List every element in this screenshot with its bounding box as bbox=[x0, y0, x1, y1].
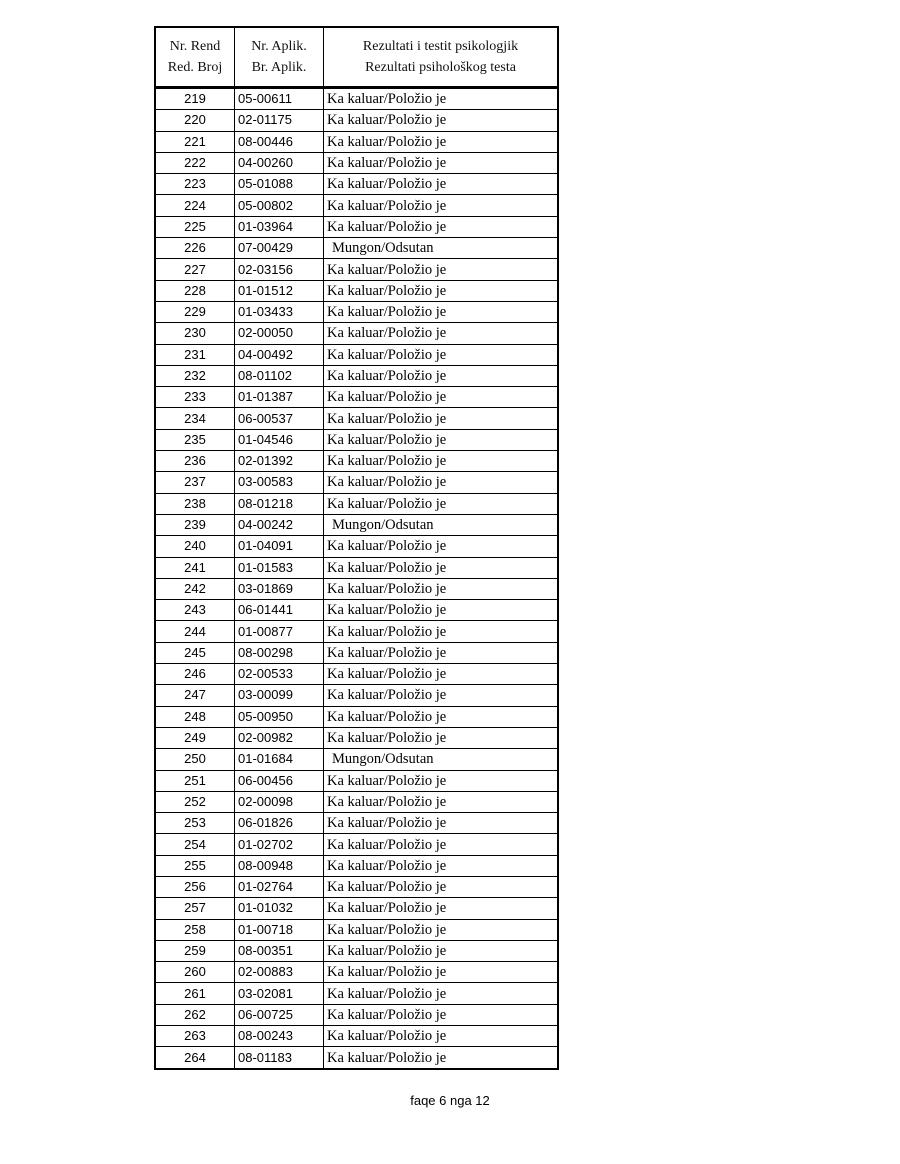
table-row bbox=[155, 195, 558, 216]
application-number-cell: 08-01102 bbox=[235, 365, 324, 386]
application-number-cell: 08-01218 bbox=[235, 493, 324, 514]
row-number-cell: 261 bbox=[155, 983, 235, 1004]
application-number-cell: 01-02702 bbox=[235, 834, 324, 855]
application-number-cell: 07-00429 bbox=[235, 238, 324, 259]
table-row bbox=[155, 472, 558, 493]
row-number-cell: 242 bbox=[155, 578, 235, 599]
application-number-cell: 06-01441 bbox=[235, 600, 324, 621]
result-cell: Ka kaluar/Položio je bbox=[324, 536, 559, 557]
application-number-cell: 01-01684 bbox=[235, 749, 324, 770]
table-row bbox=[155, 664, 558, 685]
result-cell: Ka kaluar/Položio je bbox=[324, 557, 559, 578]
application-number-cell: 06-00456 bbox=[235, 770, 324, 791]
application-number-cell: 03-00583 bbox=[235, 472, 324, 493]
application-number-cell: 05-00950 bbox=[235, 706, 324, 727]
table-row bbox=[155, 131, 558, 152]
application-number-cell: 01-01032 bbox=[235, 898, 324, 919]
table-row bbox=[155, 216, 558, 237]
row-number-cell: 244 bbox=[155, 621, 235, 642]
row-number-cell: 241 bbox=[155, 557, 235, 578]
row-number-cell: 224 bbox=[155, 195, 235, 216]
table-row bbox=[155, 280, 558, 301]
table-row bbox=[155, 408, 558, 429]
row-number-cell: 251 bbox=[155, 770, 235, 791]
table-row bbox=[155, 514, 558, 535]
row-number-cell: 240 bbox=[155, 536, 235, 557]
results-table bbox=[154, 26, 559, 1070]
result-cell: Ka kaluar/Položio je bbox=[324, 962, 559, 983]
table-row bbox=[155, 1047, 558, 1069]
application-number-cell: 01-01512 bbox=[235, 280, 324, 301]
table-header bbox=[155, 27, 558, 88]
application-number-cell: 01-04091 bbox=[235, 536, 324, 557]
application-number-cell: 02-00533 bbox=[235, 664, 324, 685]
header-result-line2: Rezultati psihološkog testa bbox=[365, 60, 516, 75]
application-number-cell: 03-01869 bbox=[235, 578, 324, 599]
header-application bbox=[235, 27, 324, 88]
result-cell: Ka kaluar/Položio je bbox=[324, 940, 559, 961]
application-number-cell: 04-00492 bbox=[235, 344, 324, 365]
result-cell: Ka kaluar/Položio je bbox=[324, 408, 559, 429]
result-cell: Ka kaluar/Položio je bbox=[324, 770, 559, 791]
header-application-line2: Br. Aplik. bbox=[251, 60, 307, 75]
table-row bbox=[155, 536, 558, 557]
table-row bbox=[155, 940, 558, 961]
row-number-cell: 220 bbox=[155, 110, 235, 131]
application-number-cell: 02-00883 bbox=[235, 962, 324, 983]
application-number-cell: 03-02081 bbox=[235, 983, 324, 1004]
table-row bbox=[155, 876, 558, 897]
table-row bbox=[155, 1004, 558, 1025]
row-number-cell: 252 bbox=[155, 791, 235, 812]
application-number-cell: 02-00098 bbox=[235, 791, 324, 812]
table-row bbox=[155, 301, 558, 322]
table-row bbox=[155, 365, 558, 386]
row-number-cell: 243 bbox=[155, 600, 235, 621]
application-number-cell: 05-00611 bbox=[235, 88, 324, 110]
row-number-cell: 236 bbox=[155, 451, 235, 472]
result-cell: Ka kaluar/Položio je bbox=[324, 344, 559, 365]
row-number-cell: 233 bbox=[155, 387, 235, 408]
result-cell: Ka kaluar/Položio je bbox=[324, 451, 559, 472]
result-cell: Ka kaluar/Položio je bbox=[324, 110, 559, 131]
application-number-cell: 01-03964 bbox=[235, 216, 324, 237]
row-number-cell: 246 bbox=[155, 664, 235, 685]
application-number-cell: 02-01175 bbox=[235, 110, 324, 131]
row-number-cell: 248 bbox=[155, 706, 235, 727]
row-number-cell: 253 bbox=[155, 813, 235, 834]
application-number-cell: 02-01392 bbox=[235, 451, 324, 472]
row-number-cell: 221 bbox=[155, 131, 235, 152]
table-row bbox=[155, 962, 558, 983]
row-number-cell: 262 bbox=[155, 1004, 235, 1025]
table-row bbox=[155, 387, 558, 408]
table-row bbox=[155, 238, 558, 259]
application-number-cell: 08-00298 bbox=[235, 642, 324, 663]
result-cell: Ka kaluar/Položio je bbox=[324, 493, 559, 514]
result-cell: Ka kaluar/Položio je bbox=[324, 280, 559, 301]
result-cell: Ka kaluar/Položio je bbox=[324, 365, 559, 386]
application-number-cell: 08-01183 bbox=[235, 1047, 324, 1069]
header-row bbox=[155, 27, 558, 88]
result-cell: Ka kaluar/Položio je bbox=[324, 195, 559, 216]
table-row bbox=[155, 919, 558, 940]
row-number-cell: 238 bbox=[155, 493, 235, 514]
application-number-cell: 01-00718 bbox=[235, 919, 324, 940]
table-row bbox=[155, 1026, 558, 1047]
header-result bbox=[324, 27, 559, 88]
application-number-cell: 02-00982 bbox=[235, 727, 324, 748]
table-row bbox=[155, 578, 558, 599]
application-number-cell: 01-01583 bbox=[235, 557, 324, 578]
table-row bbox=[155, 451, 558, 472]
table-row bbox=[155, 621, 558, 642]
row-number-cell: 254 bbox=[155, 834, 235, 855]
table-row bbox=[155, 642, 558, 663]
result-cell: Ka kaluar/Položio je bbox=[324, 727, 559, 748]
result-cell: Ka kaluar/Položio je bbox=[324, 983, 559, 1004]
result-cell: Ka kaluar/Položio je bbox=[324, 621, 559, 642]
result-cell: Ka kaluar/Položio je bbox=[324, 791, 559, 812]
row-number-cell: 260 bbox=[155, 962, 235, 983]
row-number-cell: 229 bbox=[155, 301, 235, 322]
result-cell: Ka kaluar/Položio je bbox=[324, 174, 559, 195]
row-number-cell: 259 bbox=[155, 940, 235, 961]
table-row bbox=[155, 323, 558, 344]
application-number-cell: 04-00242 bbox=[235, 514, 324, 535]
result-cell: Ka kaluar/Položio je bbox=[324, 88, 559, 110]
result-cell: Ka kaluar/Položio je bbox=[324, 664, 559, 685]
row-number-cell: 258 bbox=[155, 919, 235, 940]
result-cell: Ka kaluar/Položio je bbox=[324, 472, 559, 493]
row-number-cell: 255 bbox=[155, 855, 235, 876]
table-row bbox=[155, 174, 558, 195]
application-number-cell: 01-02764 bbox=[235, 876, 324, 897]
table-row bbox=[155, 344, 558, 365]
application-number-cell: 05-01088 bbox=[235, 174, 324, 195]
application-number-cell: 05-00802 bbox=[235, 195, 324, 216]
table-row bbox=[155, 429, 558, 450]
application-number-cell: 02-00050 bbox=[235, 323, 324, 344]
application-number-cell: 06-01826 bbox=[235, 813, 324, 834]
table-row bbox=[155, 110, 558, 131]
result-cell: Ka kaluar/Položio je bbox=[324, 301, 559, 322]
application-number-cell: 03-00099 bbox=[235, 685, 324, 706]
result-cell: Ka kaluar/Položio je bbox=[324, 898, 559, 919]
row-number-cell: 226 bbox=[155, 238, 235, 259]
row-number-cell: 228 bbox=[155, 280, 235, 301]
result-cell: Ka kaluar/Položio je bbox=[324, 813, 559, 834]
row-number-cell: 263 bbox=[155, 1026, 235, 1047]
row-number-cell: 237 bbox=[155, 472, 235, 493]
result-cell: Ka kaluar/Položio je bbox=[324, 578, 559, 599]
result-cell: Ka kaluar/Položio je bbox=[324, 323, 559, 344]
result-cell: Ka kaluar/Položio je bbox=[324, 259, 559, 280]
table-row bbox=[155, 834, 558, 855]
application-number-cell: 08-00351 bbox=[235, 940, 324, 961]
table-row bbox=[155, 855, 558, 876]
application-number-cell: 01-03433 bbox=[235, 301, 324, 322]
header-result-line1: Rezultati i testit psikologjik bbox=[362, 39, 519, 54]
table-row bbox=[155, 749, 558, 770]
application-number-cell: 06-00537 bbox=[235, 408, 324, 429]
result-cell: Ka kaluar/Položio je bbox=[324, 1004, 559, 1025]
result-cell: Ka kaluar/Položio je bbox=[324, 706, 559, 727]
table-row bbox=[155, 88, 558, 110]
application-number-cell: 01-00877 bbox=[235, 621, 324, 642]
table-row bbox=[155, 706, 558, 727]
header-application-line1: Nr. Aplik. bbox=[251, 39, 307, 54]
row-number-cell: 256 bbox=[155, 876, 235, 897]
header-rank-line1: Nr. Rend bbox=[169, 39, 221, 54]
row-number-cell: 247 bbox=[155, 685, 235, 706]
result-cell: Ka kaluar/Položio je bbox=[324, 216, 559, 237]
application-number-cell: 01-04546 bbox=[235, 429, 324, 450]
table-row bbox=[155, 813, 558, 834]
result-cell: Ka kaluar/Položio je bbox=[324, 685, 559, 706]
result-cell: Ka kaluar/Položio je bbox=[324, 1047, 559, 1069]
result-cell: Mungon/Odsutan bbox=[324, 238, 559, 259]
result-cell: Ka kaluar/Položio je bbox=[324, 1026, 559, 1047]
application-number-cell: 04-00260 bbox=[235, 152, 324, 173]
row-number-cell: 250 bbox=[155, 749, 235, 770]
result-cell: Ka kaluar/Položio je bbox=[324, 919, 559, 940]
table-row bbox=[155, 493, 558, 514]
table-row bbox=[155, 791, 558, 812]
result-cell: Ka kaluar/Položio je bbox=[324, 131, 559, 152]
row-number-cell: 219 bbox=[155, 88, 235, 110]
row-number-cell: 235 bbox=[155, 429, 235, 450]
result-cell: Mungon/Odsutan bbox=[324, 514, 559, 535]
row-number-cell: 257 bbox=[155, 898, 235, 919]
table-row bbox=[155, 600, 558, 621]
application-number-cell: 02-03156 bbox=[235, 259, 324, 280]
header-rank-line2: Red. Broj bbox=[167, 60, 223, 75]
application-number-cell: 08-00446 bbox=[235, 131, 324, 152]
row-number-cell: 227 bbox=[155, 259, 235, 280]
application-number-cell: 01-01387 bbox=[235, 387, 324, 408]
row-number-cell: 225 bbox=[155, 216, 235, 237]
application-number-cell: 06-00725 bbox=[235, 1004, 324, 1025]
row-number-cell: 234 bbox=[155, 408, 235, 429]
table-row bbox=[155, 898, 558, 919]
row-number-cell: 245 bbox=[155, 642, 235, 663]
table-row bbox=[155, 685, 558, 706]
table-row bbox=[155, 152, 558, 173]
result-cell: Ka kaluar/Položio je bbox=[324, 152, 559, 173]
table-row bbox=[155, 983, 558, 1004]
application-number-cell: 08-00948 bbox=[235, 855, 324, 876]
result-cell: Mungon/Odsutan bbox=[324, 749, 559, 770]
table-row bbox=[155, 727, 558, 748]
result-cell: Ka kaluar/Položio je bbox=[324, 429, 559, 450]
header-rank bbox=[155, 27, 235, 88]
row-number-cell: 231 bbox=[155, 344, 235, 365]
row-number-cell: 232 bbox=[155, 365, 235, 386]
row-number-cell: 230 bbox=[155, 323, 235, 344]
row-number-cell: 249 bbox=[155, 727, 235, 748]
application-number-cell: 08-00243 bbox=[235, 1026, 324, 1047]
result-cell: Ka kaluar/Položio je bbox=[324, 834, 559, 855]
result-cell: Ka kaluar/Položio je bbox=[324, 642, 559, 663]
table-row bbox=[155, 557, 558, 578]
row-number-cell: 239 bbox=[155, 514, 235, 535]
table-row bbox=[155, 770, 558, 791]
result-cell: Ka kaluar/Položio je bbox=[324, 876, 559, 897]
page-number: faqe 6 nga 12 bbox=[410, 1093, 490, 1108]
row-number-cell: 222 bbox=[155, 152, 235, 173]
row-number-cell: 223 bbox=[155, 174, 235, 195]
table-row bbox=[155, 259, 558, 280]
result-cell: Ka kaluar/Položio je bbox=[324, 387, 559, 408]
table-body bbox=[155, 88, 558, 1069]
result-cell: Ka kaluar/Položio je bbox=[324, 855, 559, 876]
result-cell: Ka kaluar/Položio je bbox=[324, 600, 559, 621]
row-number-cell: 264 bbox=[155, 1047, 235, 1069]
